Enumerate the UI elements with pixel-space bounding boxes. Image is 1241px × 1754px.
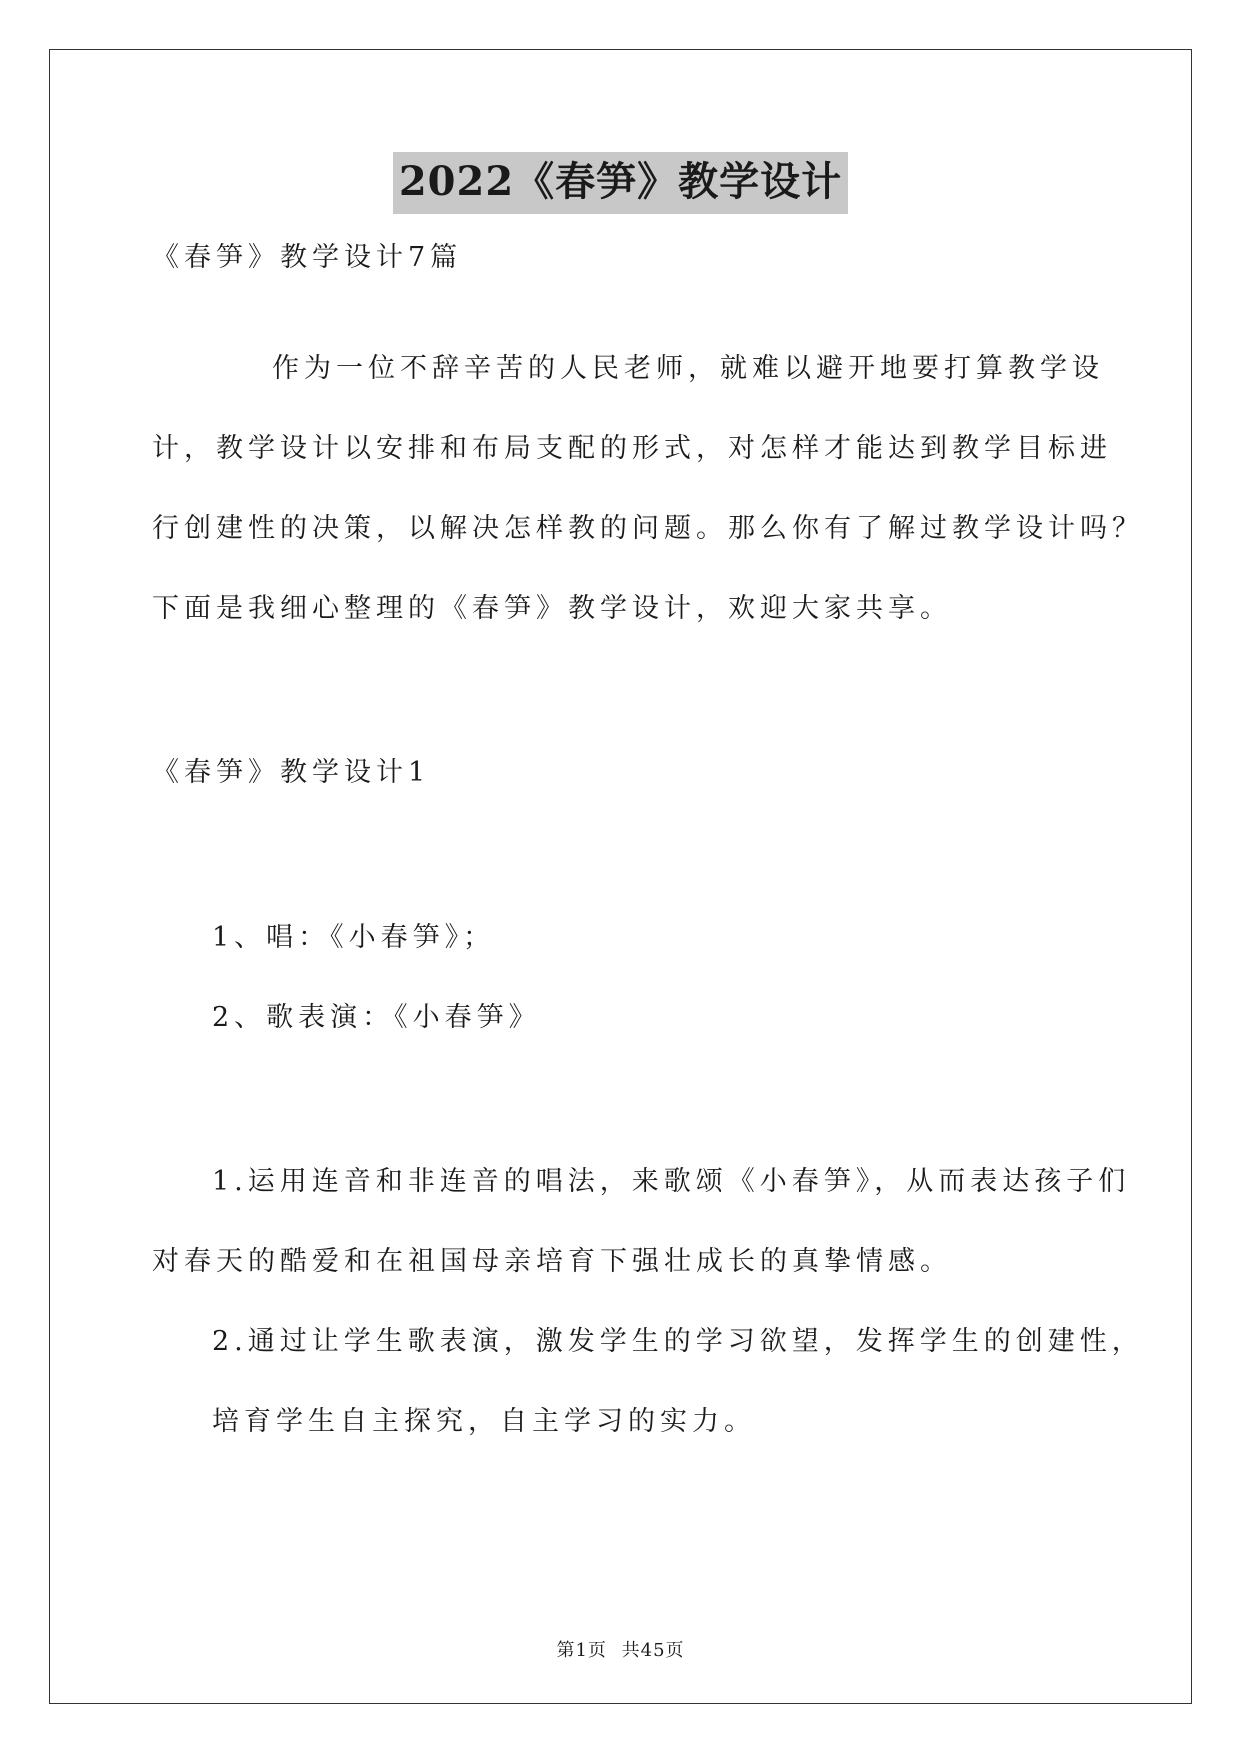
intro-line-4: 下面是我细心整理的《春笋》教学设计，欢迎大家共享。 [152, 593, 952, 624]
page-number: 第1页 [556, 1640, 607, 1661]
document-title: 2022《春笋》教学设计 [393, 152, 848, 214]
list-item: 1、唱：《小春笋》； [212, 922, 496, 953]
intro-line-3: 行创建性的决策，以解决怎样教的问题。那么你有了解过教学设计吗？ [152, 513, 1144, 544]
goal-2-line-1: 2.通过让学生歌表演，激发学生的学习欲望，发挥学生的创建性， [212, 1326, 1144, 1357]
page-border [49, 49, 1192, 1704]
page-total: 共45页 [621, 1640, 685, 1661]
goal-1-line-2: 对春天的酷爱和在祖国母亲培育下强壮成长的真挚情感。 [152, 1246, 952, 1277]
list-item: 2、歌表演：《小春笋》 [212, 1002, 541, 1033]
goal-2-line-2: 培育学生自主探究，自主学习的实力。 [212, 1406, 756, 1437]
goal-1-line-1: 1.运用连音和非连音的唱法，来歌颂《小春笋》，从而表达孩子们 [212, 1166, 1131, 1197]
title-container [0, 152, 1241, 214]
document-subtitle: 《春笋》教学设计7篇 [152, 242, 463, 273]
section-heading: 《春笋》教学设计1 [152, 757, 431, 788]
page-footer [0, 1636, 1241, 1662]
intro-line-1: 作为一位不辞辛苦的人民老师，就难以避开地要打算教学设 [272, 353, 1104, 384]
intro-line-2: 计，教学设计以安排和布局支配的形式，对怎样才能达到教学目标进 [152, 433, 1112, 464]
